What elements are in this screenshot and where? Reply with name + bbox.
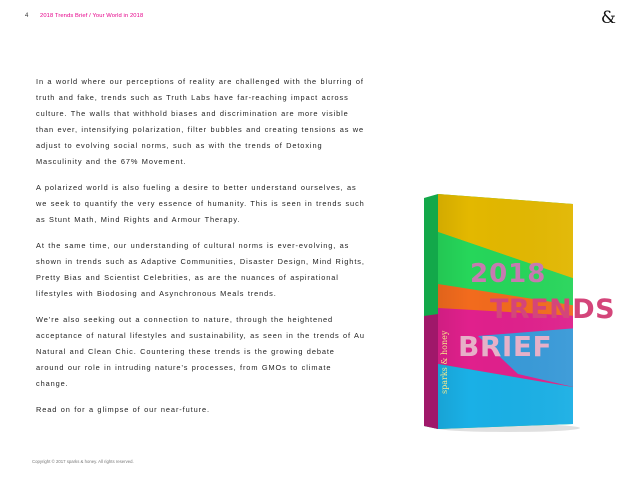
paragraph-1: In a world where our perceptions of reality are challenged with the blurring of truth and fake, trends such as Truth Labs have far-reaching impact across culture. The walls that withhold biases and discrimination are more visible than ever, intensifying polarization, filter bubbles and creating tensions as we adjust to evolving social norms, such as with the trends of Detoxing Masculinity and the 67% Movement. (36, 77, 365, 166)
cover-word-brief: BRIEF (458, 330, 553, 363)
body-text (36, 74, 366, 428)
footer-copyright: Copyright © 2017 sparks & honey. All rights reserved. (32, 459, 134, 464)
book-cover-image (418, 188, 616, 433)
brand-logo: & (600, 8, 616, 28)
paragraph-5: Read on for a glimpse of our near-future. (36, 405, 210, 414)
paragraph-3: At the same time, our understanding of cultural norms is ever-evolving, as shown in trends such as Adaptive Communities, Disaster Design, Mind Rights, Pretty Bias and Scientist Celebrities, as are the nuances of aspirational lifestyles with Biodosing and Asynchronous Meals trends. (36, 241, 365, 298)
page-number: 4 (25, 13, 29, 19)
cover-word-trends: TRENDS (490, 294, 616, 325)
cover-year: 2018 (470, 259, 547, 289)
paragraph-4: We’re also seeking out a connection to nature, through the heightened acceptance of natural lifestyles and sustainability, as seen in the trends of Au Natural and Clean Chic. Countering these trends is the growing debate around our role in intruding nature’s processes, from GMOs to climate change. (36, 315, 365, 388)
paragraph-2: A polarized world is also fueling a desire to better understand ourselves, as we seek to quantify the very essence of humanity. This is seen in trends such as Stunt Math, Mind Rights and Armour Therapy. (36, 183, 365, 224)
spine-brand-label: sparks & honey (440, 330, 449, 394)
page-header (25, 8, 618, 33)
running-title: 2018 Trends Brief / Your World in 2018 (40, 13, 144, 19)
